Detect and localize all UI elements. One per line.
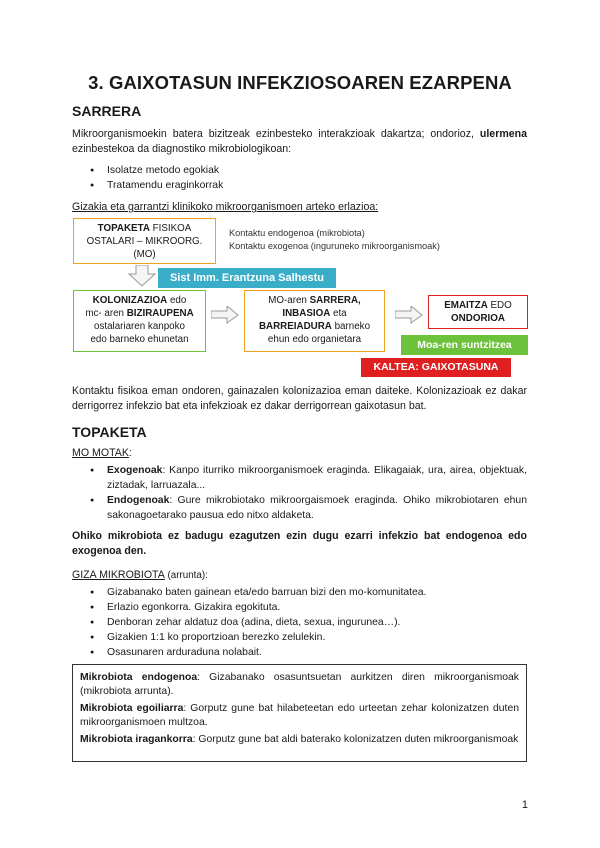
box4-bold2: ONDORIOA xyxy=(451,313,505,324)
box2-bold2: BIZIRAUPENA xyxy=(126,308,194,319)
definition-item xyxy=(80,702,519,729)
exo-term: Exogenoak xyxy=(107,465,163,476)
endo-text: : Gure mikrobiotako mikroorgaismoek eraginda. Ohiko mikrobiotaren ehun sakonagoetarako pausua edo nitxo aldaketa. xyxy=(107,495,527,521)
box1-bold: TOPAKETA xyxy=(97,223,150,234)
diagram-box-kolonizazioa xyxy=(73,290,206,352)
diagram-box-sarrera xyxy=(244,290,385,352)
list-item: ● Erlazio egonkorra. Gizakira egokituta. xyxy=(90,600,527,615)
sarrera-bullet-list xyxy=(90,163,520,193)
box2-bold1: KOLONIZAZIOA xyxy=(92,295,168,306)
bold-para-b: . xyxy=(143,545,147,557)
diagram-box-topaketa xyxy=(73,218,216,264)
right-arrow-icon xyxy=(211,306,239,324)
definitions-box xyxy=(72,664,527,762)
box3-t4: ehun edo organietara xyxy=(267,334,362,345)
giza-mikrobiota-list xyxy=(90,585,527,660)
right-arrow-icon xyxy=(395,306,423,324)
giza-sub: (arrunta): xyxy=(164,570,208,581)
giza-mikrobiota-label xyxy=(72,568,208,583)
box4-t1: EDO xyxy=(487,300,512,311)
list-item: ● Tratamendu eraginkorrak xyxy=(90,178,520,193)
box2-t4: edo barneko ehunetan xyxy=(90,334,189,345)
box4-bold: EMAITZA xyxy=(444,300,488,311)
moa-suntzitzea-label: Moa-ren suntzitzea xyxy=(401,335,528,355)
mo-motak-label xyxy=(72,446,132,461)
diagram-caption: Gizakia eta garrantzi klinikoko mikroorganismoen arteko erlazioa: xyxy=(72,201,379,213)
definition-item xyxy=(80,733,519,747)
sarrera-paragraph xyxy=(72,127,527,157)
contact-exogenous: Kontaktu exogenoa (inguruneko mikroorganismoak) xyxy=(229,241,440,251)
box3-t2: eta xyxy=(330,308,347,319)
definition-term: Mikrobiota endogenoa xyxy=(80,672,198,683)
box3-bold3: BARREIADURA xyxy=(258,321,332,332)
definition-text: : Gorputz gune bat hilabeteetan edo urteetan zehar kolonizatzen duten mikroorganismoen multzoa. xyxy=(80,703,519,728)
section-heading-topaketa: TOPAKETA xyxy=(72,424,147,440)
mo-motak-list xyxy=(90,463,527,523)
diagram-box-emaitza xyxy=(428,295,528,329)
page-title: 3. GAIXOTASUN INFEKZIOSOAREN EZARPENA xyxy=(88,72,512,93)
list-item xyxy=(90,493,527,523)
definition-text: : Gizabanako osasuntsuetan aurkitzen diren mikroorganismoak (mikrobiota arrunta). xyxy=(80,672,519,697)
list-item: ● Isolatze metodo egokiak xyxy=(90,163,520,178)
list-item xyxy=(90,463,527,493)
kaltea-label: KALTEA: GAIXOTASUNA xyxy=(361,358,511,377)
box1-line3: (MO) xyxy=(133,249,156,260)
box3-bold2: INBASIOA xyxy=(282,308,331,319)
bold-para-a: Ohiko mikrobiota ez badugu ezagutzen ezin dugu ezarri infekzio bat endogenoa edo exogenoa den xyxy=(72,530,527,557)
definition-text: : Gorputz gune bat aldi baterako kolonizatzen duten mikroorganismoak xyxy=(192,734,519,745)
sarrera-text-b: ezinbestekoa da diagnostiko mikrobiologikoan: xyxy=(72,143,292,155)
definition-term: Mikrobiota egoiliarra xyxy=(80,703,184,714)
giza-title: GIZA MIKROBIOTA xyxy=(72,569,165,581)
box1-text: FISIKOA xyxy=(149,223,192,234)
list-item: ● Gizabanako baten gainean eta/edo barruan bizi den mo-komunitatea. xyxy=(90,585,527,600)
mo-motak-colon: : xyxy=(128,447,132,459)
down-arrow-icon xyxy=(127,265,157,287)
box2-t3: ostalariaren kanpoko xyxy=(94,321,185,332)
box3-bold1: SARRERA, xyxy=(309,295,361,306)
definition-term: Mikrobiota iragankorra xyxy=(80,734,193,745)
page-number: 1 xyxy=(521,799,528,811)
box2-t1: edo xyxy=(167,295,187,306)
endo-term: Endogenoak xyxy=(107,495,170,506)
sarrera-bold-ulermena: ulermena xyxy=(479,128,527,140)
list-item: ● Gizakien 1:1 ko proportzioan berezko zelulekin. xyxy=(90,630,527,645)
box1-line2: OSTALARI – MIKROORG. xyxy=(86,236,203,247)
list-item: ● Osasunaren arduraduna nolabait. xyxy=(90,645,527,660)
contact-endogenous: Kontaktu endogenoa (mikrobiota) xyxy=(229,228,365,238)
box3-t1: MO-aren xyxy=(268,295,310,306)
exo-text: : Kanpo iturriko mikroorganismoek eraginda. Elikagaiak, ura, airea, objektuak, ziztadak, larruazala... xyxy=(107,465,527,491)
list-item: ● Denboran zehar aldatuz doa (adina, dieta, sexua, ingurunea…). xyxy=(90,615,527,630)
box2-t2: mc- aren xyxy=(85,308,127,319)
section-heading-sarrera: SARRERA xyxy=(72,103,142,119)
bold-paragraph xyxy=(72,529,527,559)
sarrera-text-a: Mikroorganismoekin batera bizitzeak ezinbesteko interakzioak dakartza; ondorioz, xyxy=(72,128,480,140)
sist-imm-label: Sist Imm. Erantzuna Salhestu xyxy=(158,268,336,288)
definition-item xyxy=(80,671,519,698)
box3-t3: barneko xyxy=(331,321,371,332)
contact-paragraph: Kontaktu fisikoa eman ondoren, gainazalen kolonizazioa eman daiteke. Kolonizazioak ez dakar derrigorrez infekzio bat eta infekzioak ez dakar derrigorrean gaixotasun bat. xyxy=(72,385,527,412)
mo-motak-title: MO MOTAK xyxy=(72,447,129,459)
